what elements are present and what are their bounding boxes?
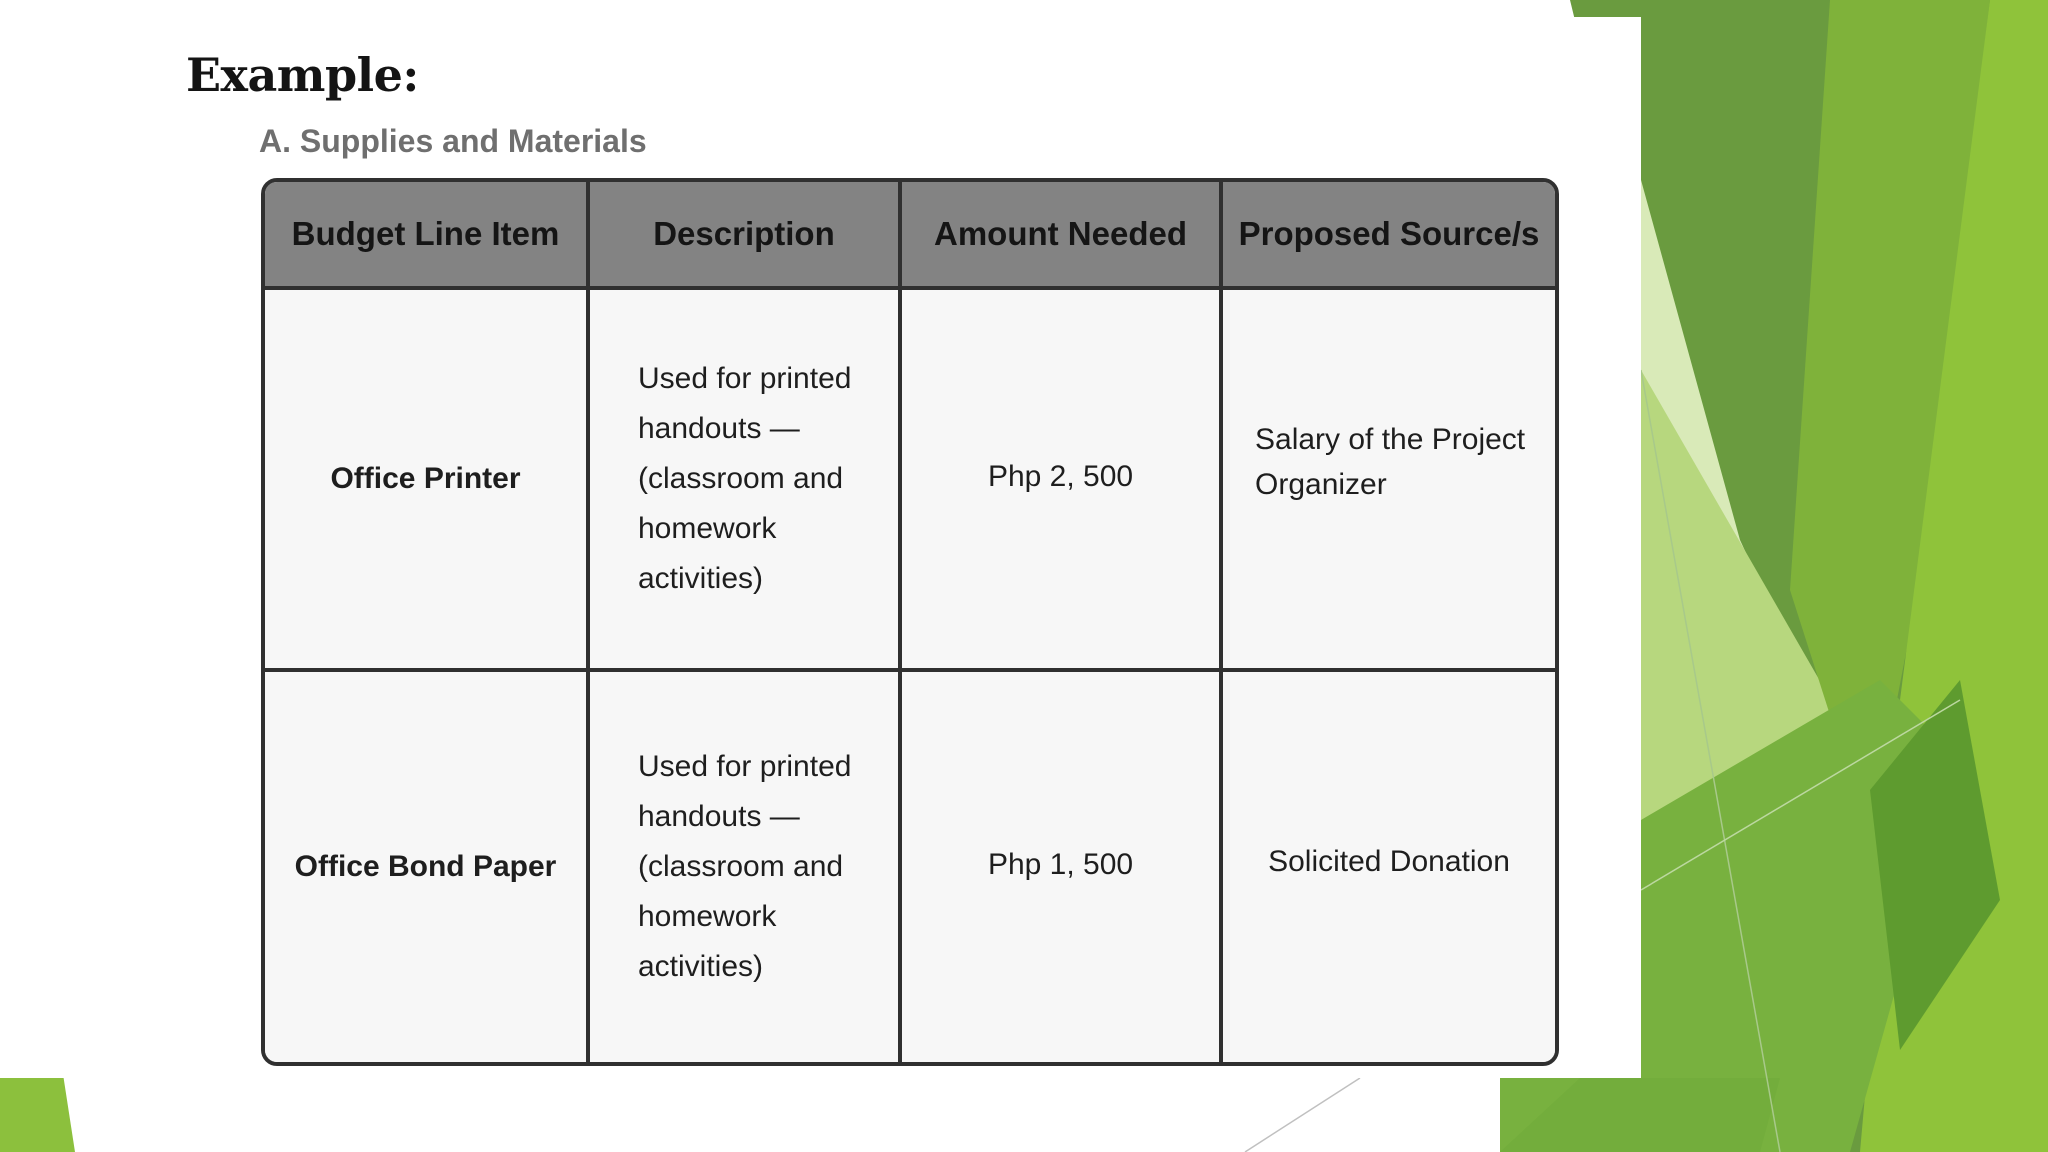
- section-subtitle: A. Supplies and Materials: [259, 123, 647, 159]
- amount-cell: Php 2, 500: [902, 290, 1223, 672]
- column-header-budget-line-item: Budget Line Item: [265, 182, 590, 290]
- column-header-description: Description: [590, 182, 902, 290]
- table-header-row: [265, 182, 1555, 290]
- table-row: [265, 672, 1555, 1062]
- description-cell: Used for printed handouts — (classroom and homework activities): [590, 672, 902, 1062]
- decor-line-3: [1245, 1078, 1360, 1152]
- column-header-amount-needed: Amount Needed: [902, 182, 1223, 290]
- budget-item-cell: Office Bond Paper: [265, 672, 590, 1062]
- table-row: [265, 290, 1555, 672]
- source-cell: Solicited Donation: [1223, 672, 1555, 1062]
- column-header-proposed-sources: Proposed Source/s: [1223, 182, 1555, 290]
- budget-item-cell: Office Printer: [265, 290, 590, 672]
- description-cell: Used for printed handouts — (classroom and homework activities): [590, 290, 902, 672]
- budget-table: [261, 178, 1559, 1066]
- source-cell: Salary of the Project Organizer: [1223, 290, 1555, 672]
- slide-title: Example:: [186, 48, 419, 102]
- amount-cell: Php 1, 500: [902, 672, 1223, 1062]
